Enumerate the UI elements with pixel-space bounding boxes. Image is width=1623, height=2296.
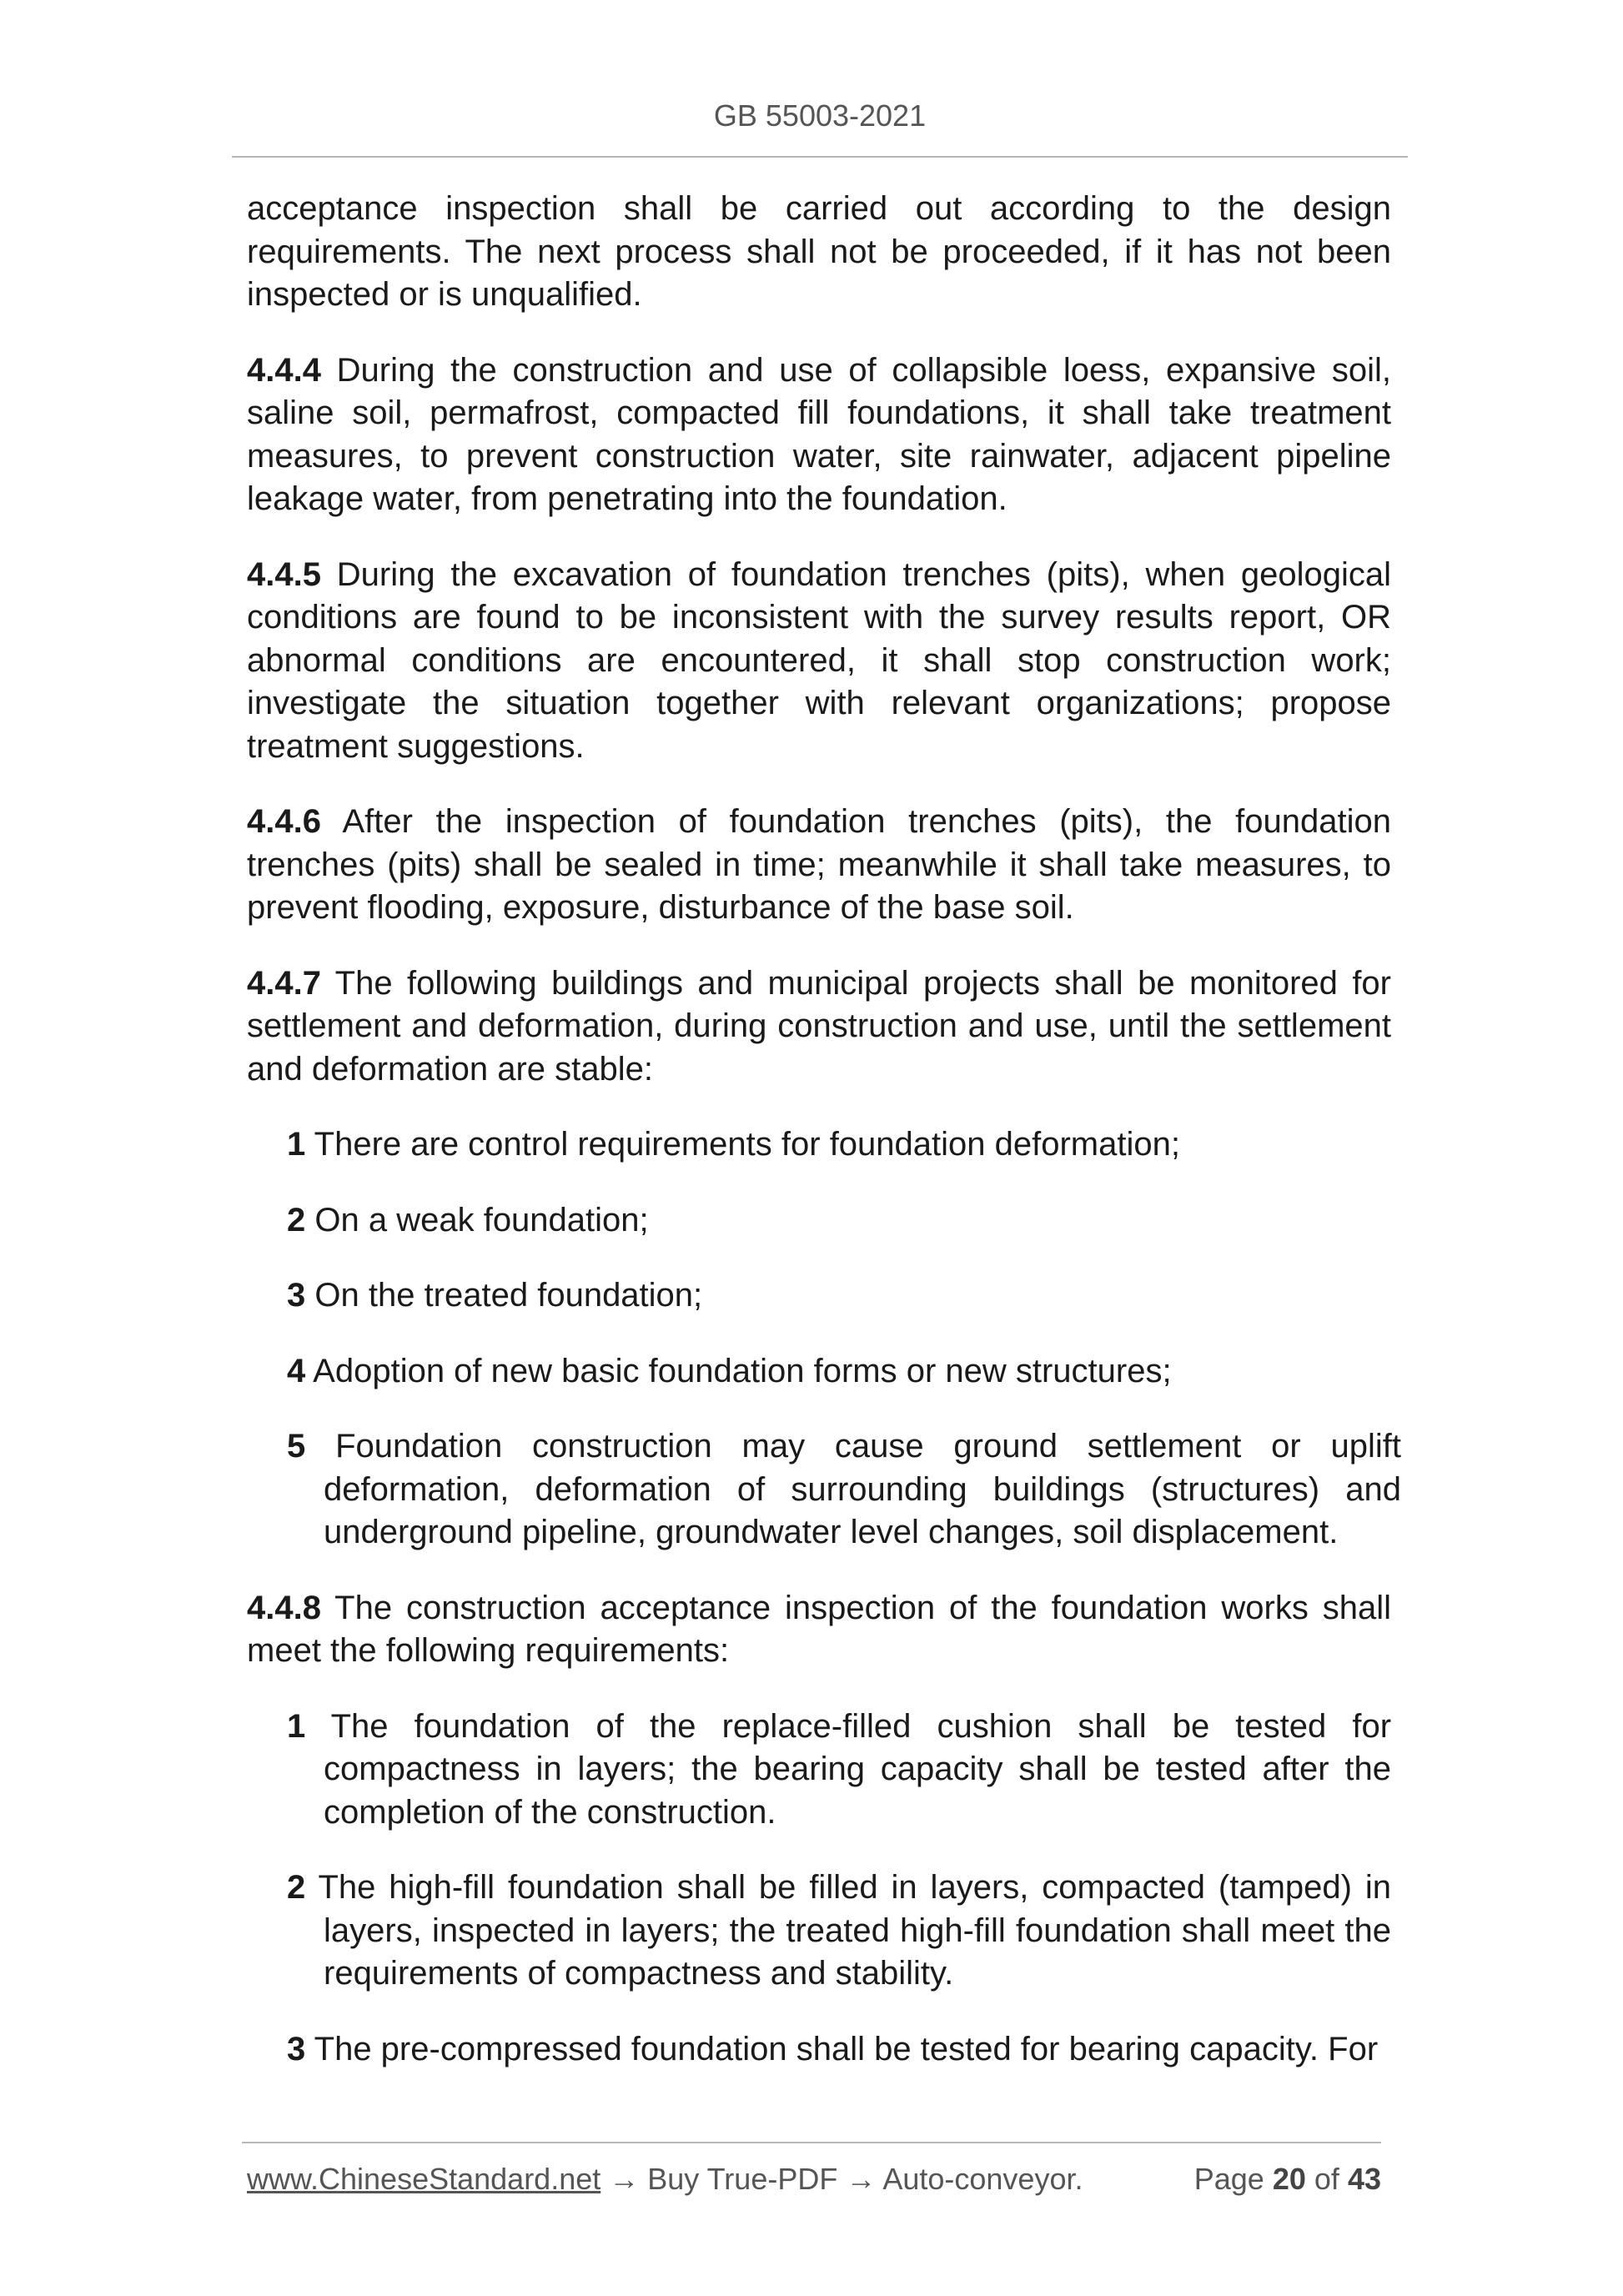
clause-4-4-5 [247,554,1391,769]
page-label: Page [1193,2162,1264,2196]
clause-4-4-4 [247,349,1391,521]
document-body [247,188,1401,2071]
clause-number: 4.4.8 [247,1589,321,1626]
intro-paragraph: acceptance inspection shall be carried out according to the design requirements. The next process shall not be proceeded, if it has not been inspected or is unqualified. [247,190,1391,313]
list-item [287,1866,1391,1996]
clause-number: 4.4.4 [247,351,321,389]
clause-text: During the excavation of foundation trenches (pits), when geological conditions are found to be inconsistent with the survey results report, OR abnormal conditions are encountered, it shall stop construction work; investigate the situation together with relevant organizations; propose treatment suggestions. [247,555,1391,765]
clause-number: 4.4.5 [247,555,321,593]
clause-text: The construction acceptance inspection of the foundation works shall meet the following requirements: [247,1589,1392,1669]
list-item [287,1274,1391,1318]
clause-4-4-8 [247,1587,1391,1673]
page-indicator [1194,2162,1381,2197]
list-item-text: On the treated foundation; [314,1277,703,1314]
clause-text: During the construction and use of collapsible loess, expansive soil, saline soil, permafrost, compacted fill foundations, it shall take treatment measures, to prevent construction water, site rainwater, adjacent pipeline leakage water, from penetrating into the foundation. [247,351,1391,517]
list-item [287,1425,1401,1555]
list-item-number: 5 [287,1428,306,1465]
list-item-number: 4 [287,1352,306,1389]
list-item-text: The pre-compressed foundation shall be tested for bearing capacity. For [314,2030,1379,2067]
clause-number: 4.4.6 [247,803,321,840]
list-item [287,1199,1391,1243]
list-item [287,1123,1391,1167]
list-item-number: 1 [287,1126,306,1163]
clause-text: The following buildings and municipal projects shall be monitored for settlement and deformation, during construction and use, until the settlement and deformation are stable: [247,964,1391,1088]
list-item-number: 3 [287,1277,306,1314]
current-page-number: 20 [1272,2162,1306,2196]
list-item [287,1706,1391,1835]
list-item-text: Adoption of new basic foundation forms or new structures; [313,1352,1172,1389]
purchase-trail: → Buy True-PDF → Auto-conveyor. [609,2162,1083,2196]
list-item-text: Foundation construction may cause ground settlement or uplift deformation, deformation of surrounding buildings (structures) and underground pipeline, groundwater level changes, soil displacement. [324,1428,1401,1550]
footer-divider [242,2142,1381,2143]
clause-number: 4.4.7 [247,964,321,1002]
list-item-number: 2 [287,1201,306,1238]
list-item [287,2028,1391,2072]
list-item [287,1350,1391,1394]
clause-4-4-6 [247,801,1391,930]
clause-4-4-7 [247,962,1391,1092]
list-item-text: The foundation of the replace-filled cushion shall be tested for compactness in layers; the bearing capacity shall be tested after the completion of the construction. [324,1707,1392,1831]
list-item-text: The high-fill foundation shall be filled in layers, compacted (tamped) in layers, inspected in layers; the treated high-fill foundation shall meet the requirements of compactness and stability. [318,1869,1392,1992]
total-page-count: 43 [1347,2162,1381,2196]
list-item-text: On a weak foundation; [314,1201,649,1238]
page-of-label: of [1314,2162,1339,2196]
site-link[interactable]: www.ChineseStandard.net [247,2162,601,2196]
footer-links [247,2162,1083,2197]
document-header: GB 55003-2021 [713,98,927,133]
list-item-number: 3 [287,2030,306,2067]
list-item-number: 2 [287,1869,306,1906]
header-divider [232,156,1408,158]
clause-text: After the inspection of foundation trenches (pits), the foundation trenches (pits) shall be sealed in time; meanwhile it shall take measures, to prevent flooding, exposure, disturbance of the base soil. [247,803,1392,926]
list-item-text: There are control requirements for foundation deformation; [314,1126,1180,1163]
list-item-number: 1 [287,1707,306,1745]
